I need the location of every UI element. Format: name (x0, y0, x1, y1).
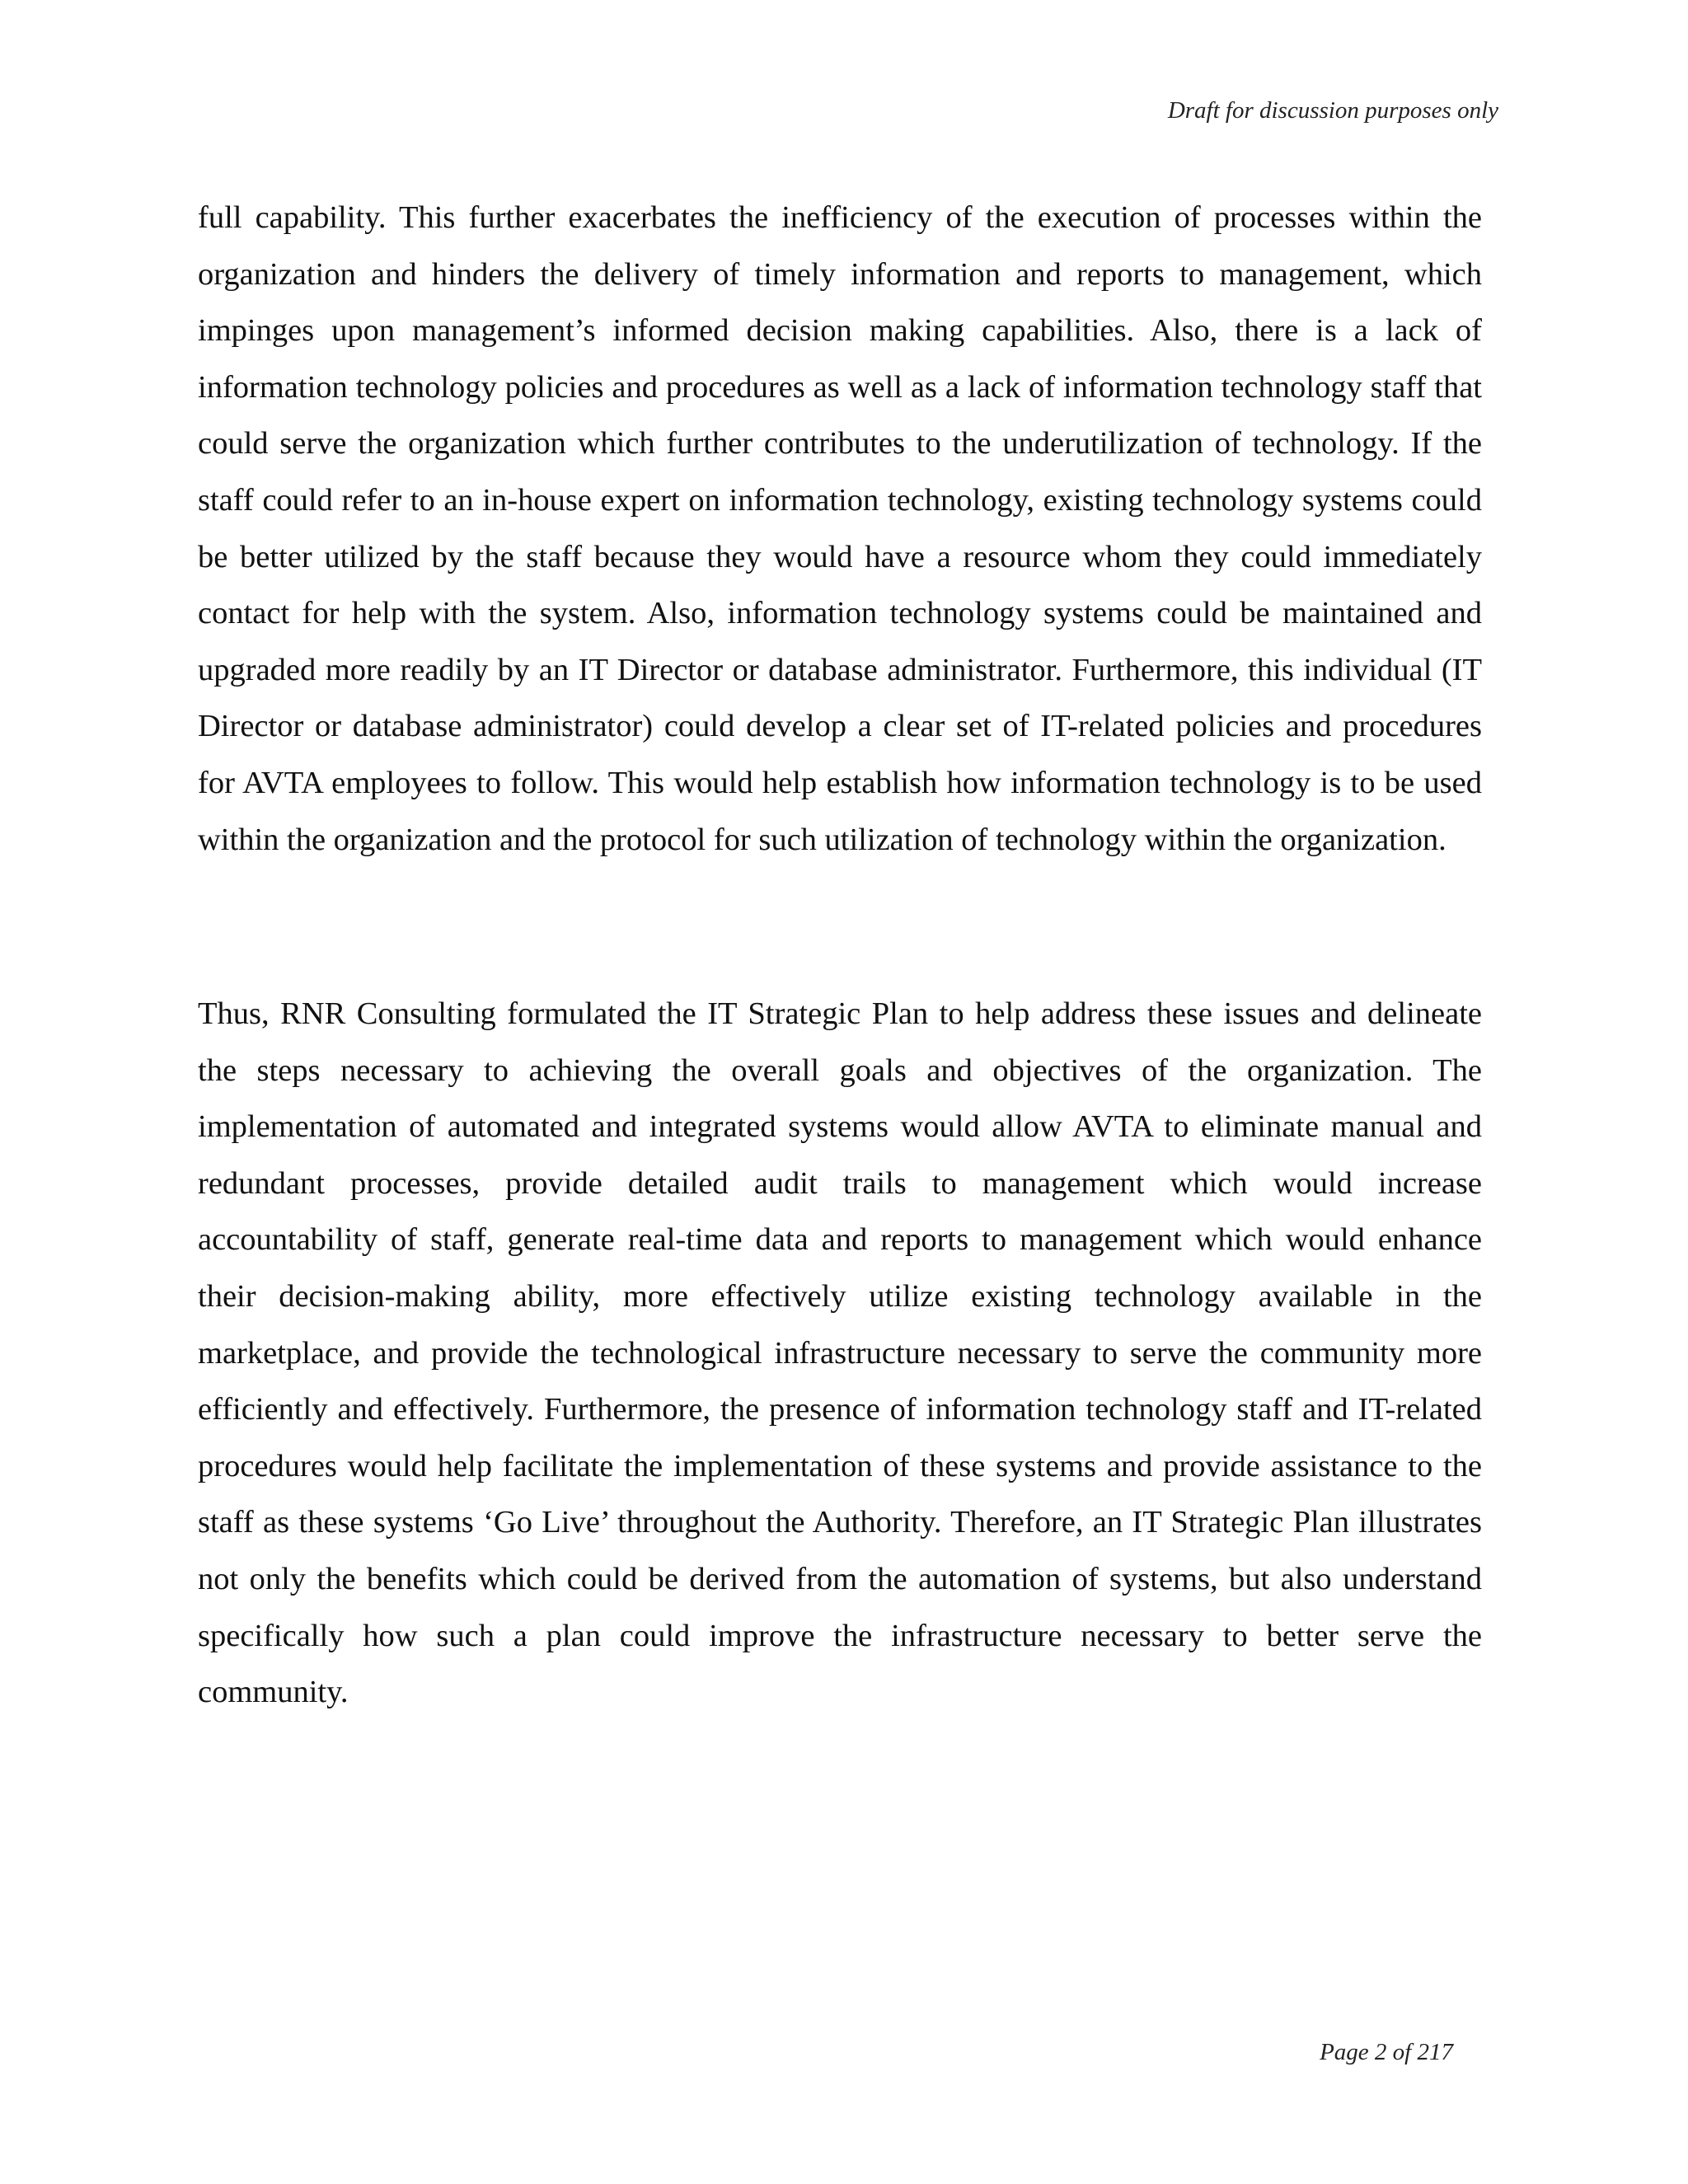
body-paragraph-2: Thus, RNR Consulting formulated the IT Strategic Plan to help address these issues and delineate the steps necessary to achieving the overall goals and objectives of the organization. The implementation of automated and integrated systems would allow AVTA to eliminate manual and redundant processes, provide detailed audit trails to management which would increase accountability of staff, generate real-time data and reports to management which would enhance their decision-making ability, more effectively utilize existing technology available in the marketplace, and provide the technological infrastructure necessary to serve the community more efficiently and effectively. Furthermore, the presence of information technology staff and IT-related procedures would help facilitate the implementation of these systems and provide assistance to the staff as these systems ‘Go Live’ throughout the Authority. Therefore, an IT Strategic Plan illustrates not only the benefits which could be derived from the automation of systems, but also understand specifically how such a plan could improve the infrastructure necessary to better serve the community. (198, 996, 1482, 1710)
body-paragraph-1: full capability. This further exacerbates the inefficiency of the execution of processes within the organization and hinders the delivery of timely information and reports to management, which impinges upon management’s informed decision making capabilities. Also, there is a lack of information technology policies and procedures as well as a lack of information technology staff that could serve the organization which further contributes to the underutilization of technology. If the staff could refer to an in-house expert on information technology, existing technology systems could be better utilized by the staff because they would have a resource whom they could immediately contact for help with the system. Also, information technology systems could be maintained and upgraded more readily by an IT Director or database administrator. Furthermore, this individual (IT Director or database administrator) could develop a clear set of IT-related policies and procedures for AVTA employees to follow. This would help establish how information technology is to be used within the organization and the protocol for such utilization of technology within the organization. (198, 200, 1482, 857)
draft-header-note: Draft for discussion purposes only (1167, 97, 1498, 124)
page-number: Page 2 of 217 (1320, 2039, 1453, 2065)
